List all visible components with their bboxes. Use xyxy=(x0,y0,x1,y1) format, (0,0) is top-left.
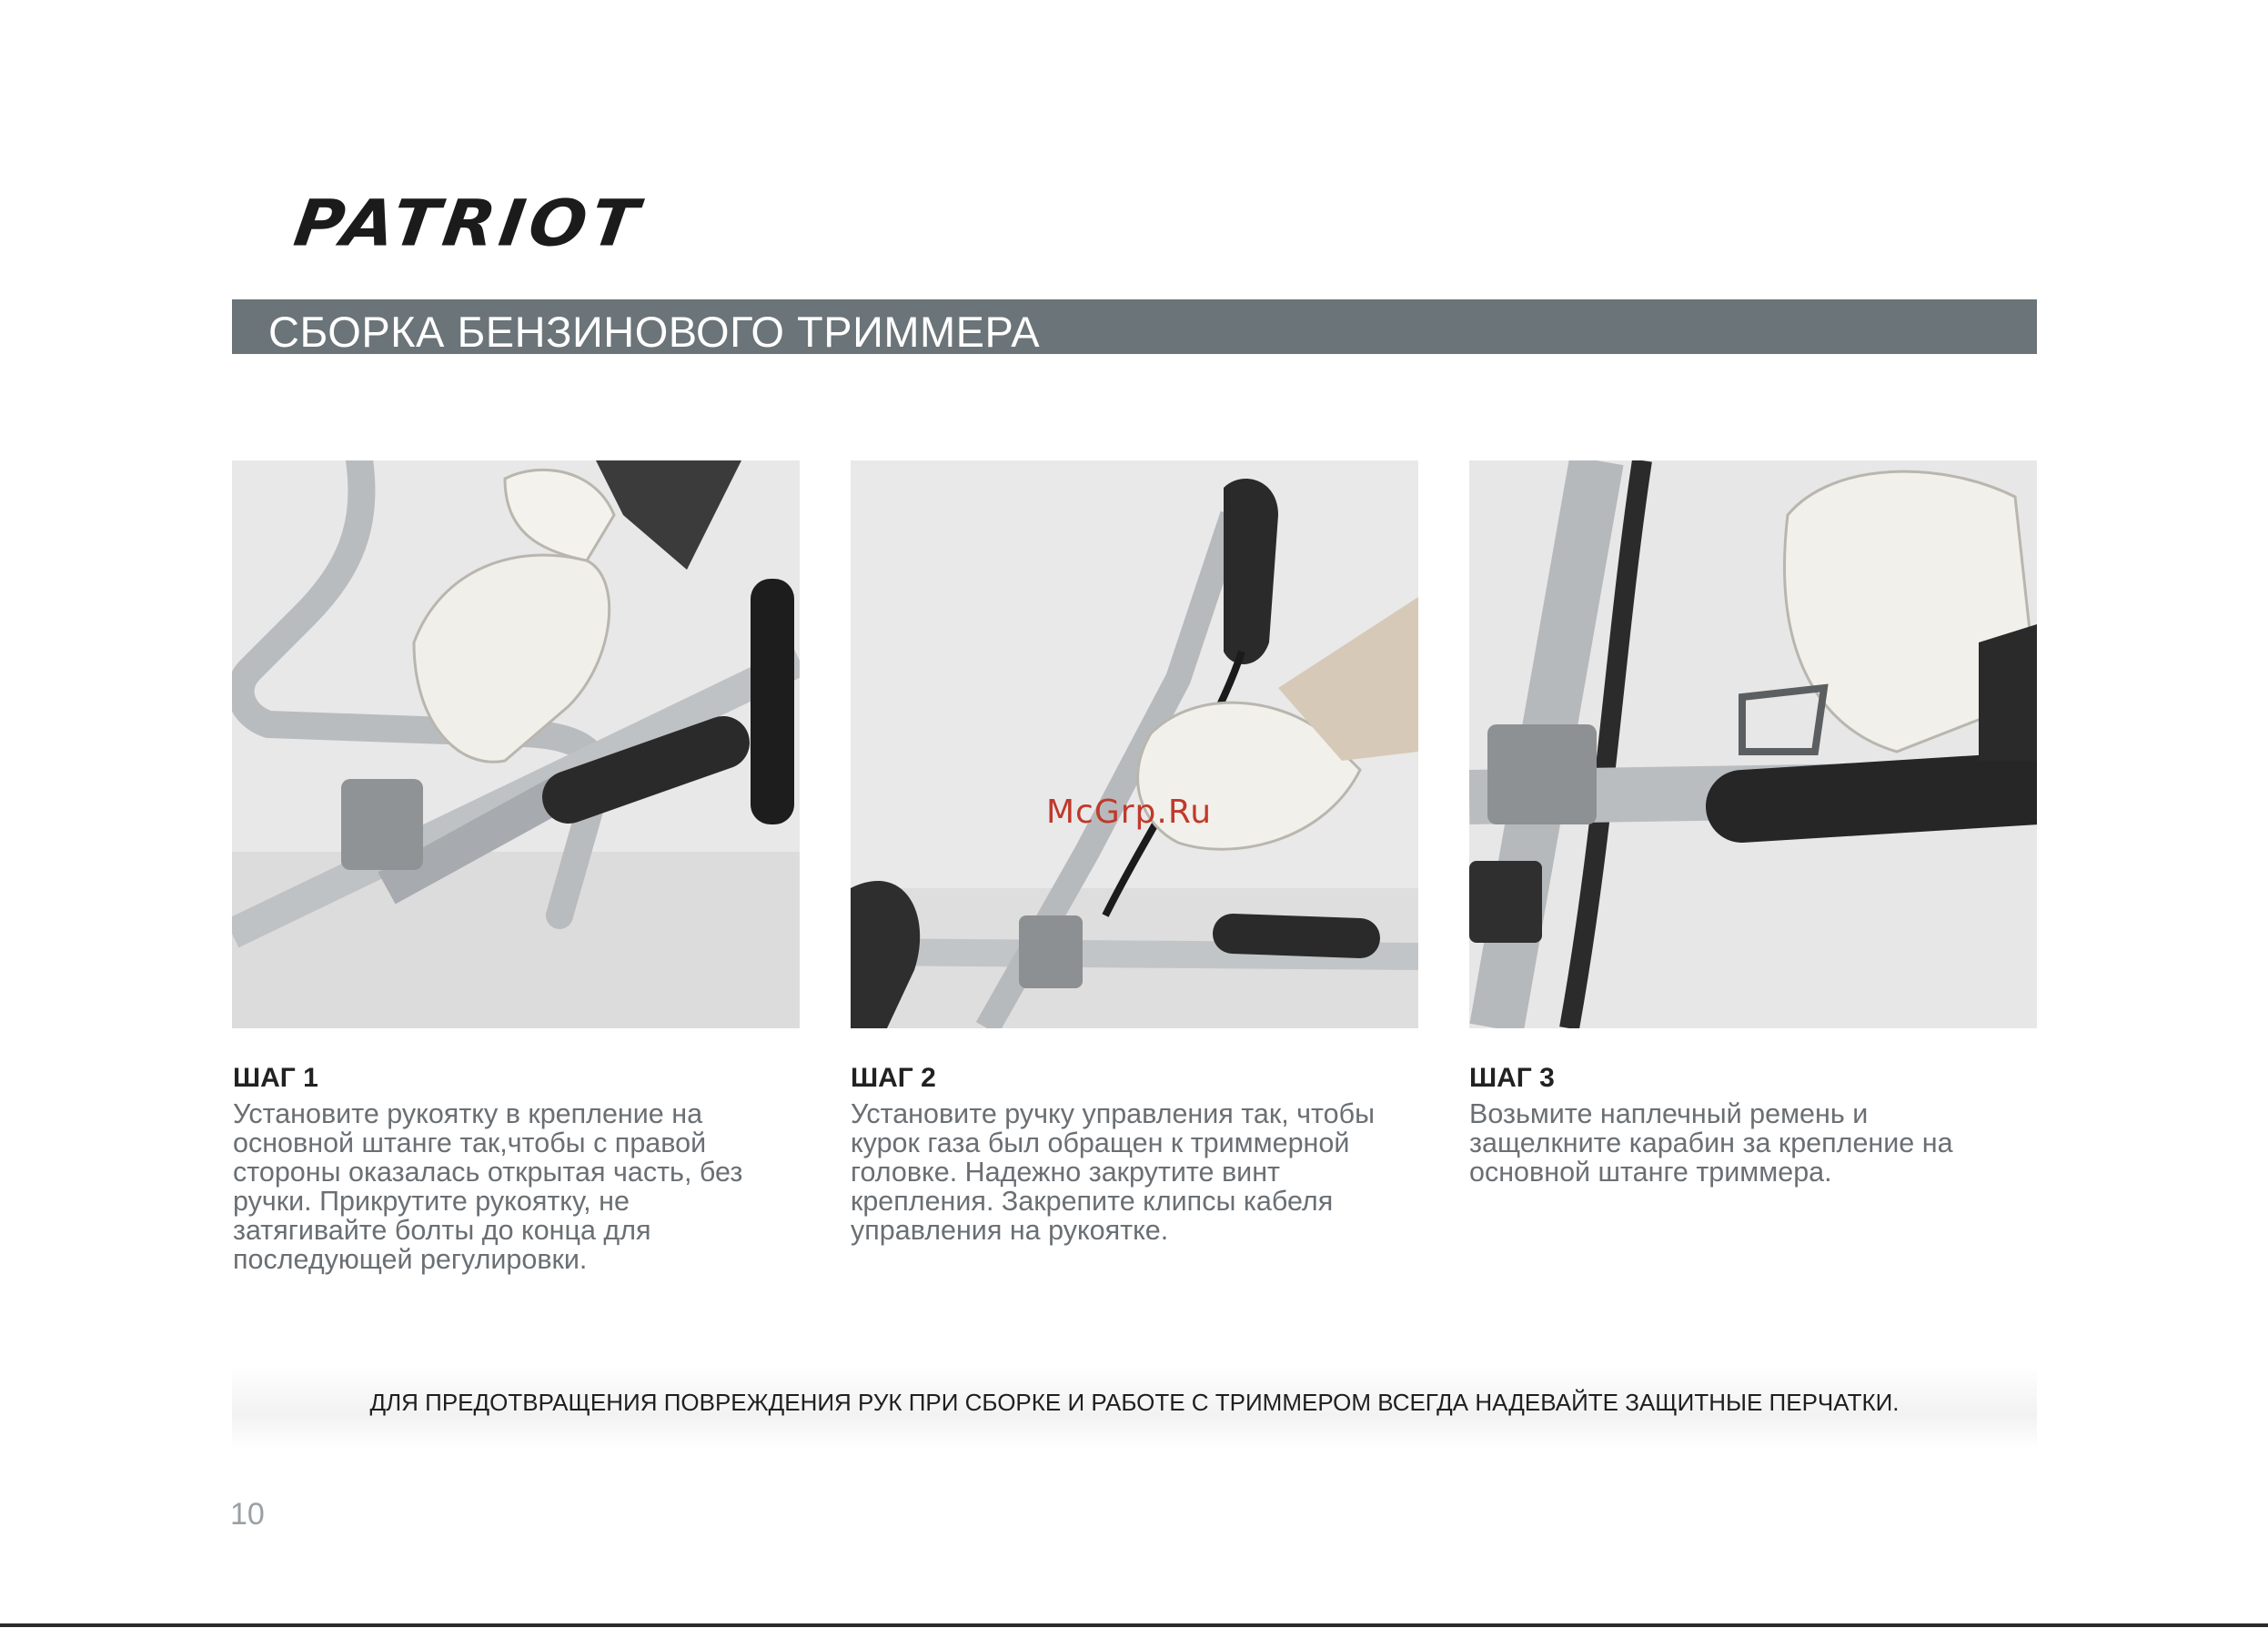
bottom-rule xyxy=(0,1623,2268,1627)
step-2-title: ШАГ 2 xyxy=(851,1063,936,1093)
section-title-bar xyxy=(232,299,2037,354)
step-1-photo xyxy=(232,460,800,1028)
step-2-photo xyxy=(851,460,1418,1028)
page-title: СБОРКА БЕНЗИНОВОГО ТРИММЕРА xyxy=(268,308,1041,356)
watermark: McGrp.Ru xyxy=(1046,794,1213,831)
page-number: 10 xyxy=(230,1497,265,1532)
step-1-title: ШАГ 1 xyxy=(233,1063,318,1093)
safety-warning: ДЛЯ ПРЕДОТВРАЩЕНИЯ ПОВРЕЖДЕНИЯ РУК ПРИ СБОРКЕ И РАБОТЕ С ТРИММЕРОМ ВСЕГДА НАДЕВАЙТЕ ЗАЩИТНЫЕ ПЕРЧАТКИ. xyxy=(369,1389,1900,1416)
step-3-photo xyxy=(1469,460,2037,1028)
patriot-logo: PATRIOT xyxy=(289,187,648,261)
step-3-text: Возьмите наплечный ремень и защелкните карабин за крепление на основной штанге триммера. xyxy=(1469,1098,1953,1188)
step-3-title: ШАГ 3 xyxy=(1469,1063,1555,1093)
step-1-text: Установите рукоятку в крепление на основной штанге так,чтобы с правой стороны оказалась открытая часть, без ручки. Прикрутите рукоятку, не затягивайте болты до конца для последующей регулировки. xyxy=(233,1098,743,1275)
step-2-text: Установите ручку управления так, чтобы курок газа был обращен к триммерной головке. Надежно закрутите винт крепления. Закрепите клипсы кабеля управления на рукоятке. xyxy=(851,1098,1376,1246)
